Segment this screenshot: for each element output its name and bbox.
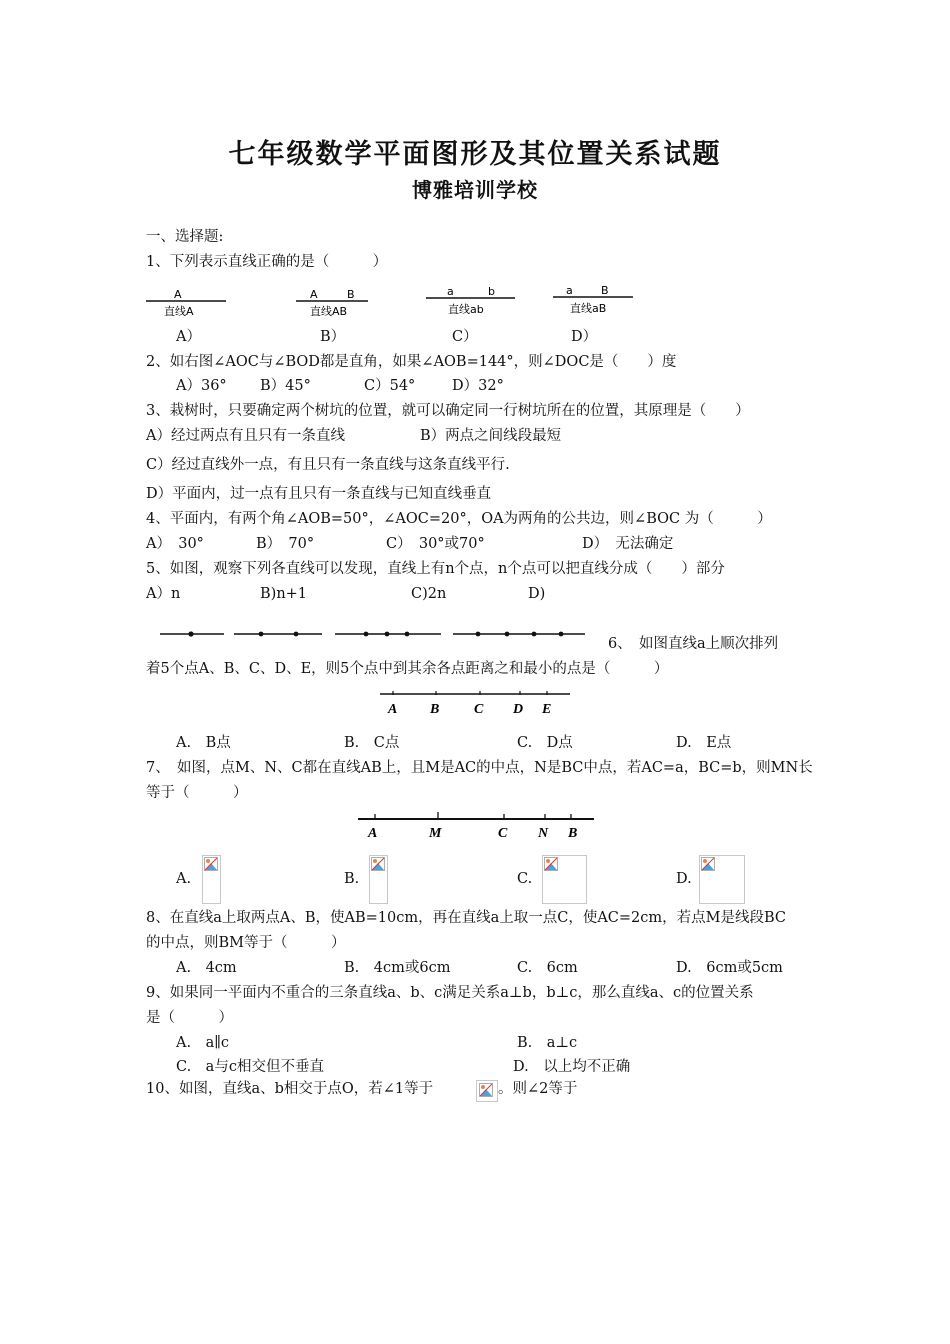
q7-option-c-image-placeholder bbox=[542, 855, 587, 904]
q7-stem-part2: 等于（ ） bbox=[146, 785, 248, 801]
q6-option-d: D. E点 bbox=[676, 735, 732, 751]
q5-option-a: A）n bbox=[146, 586, 181, 602]
q8-option-c: C. 6cm bbox=[517, 960, 578, 976]
q6-option-c: C. D点 bbox=[517, 735, 573, 751]
q1-fig-c-bottom: 直线ab bbox=[448, 303, 484, 316]
q1-fig-b-top-right: B bbox=[347, 288, 355, 301]
q5-option-c: C)2n bbox=[411, 586, 447, 602]
q3-option-b: B）两点之间线段最短 bbox=[420, 428, 562, 444]
q1-fig-d bbox=[553, 284, 633, 315]
q1-stem: 1、下列表示直线正确的是（ ） bbox=[146, 254, 388, 270]
broken-image-icon bbox=[204, 857, 218, 871]
q6-point-b: B bbox=[430, 702, 440, 717]
section-heading: 一、选择题: bbox=[146, 229, 224, 245]
q4-option-b: B） 70° bbox=[256, 536, 315, 552]
q7-point-n: N bbox=[538, 826, 549, 841]
q3-stem: 3、栽树时，只要确定两个树坑的位置，就可以确定同一行树坑所在的位置，其原理是（ ） bbox=[146, 403, 750, 419]
q6-point-c: C bbox=[474, 702, 484, 717]
q7-point-m: M bbox=[429, 826, 442, 841]
q8-option-a: A. 4cm bbox=[176, 960, 237, 976]
q5-option-b: B)n+1 bbox=[260, 586, 308, 602]
q6-point-d: D bbox=[513, 702, 524, 717]
q8-stem-part1: 8、在直线a上取两点A、B，使AB=10cm，再在直线a上取一点C，使AC=2cm，若点M是线段BC bbox=[146, 910, 787, 926]
q1-figures bbox=[146, 284, 646, 320]
q2-option-a: A）36° bbox=[176, 378, 227, 394]
q7-point-a: A bbox=[368, 826, 378, 841]
q1-fig-b-bottom: 直线AB bbox=[310, 305, 348, 318]
q1-option-b: B） bbox=[320, 329, 346, 345]
q7-option-d: D. bbox=[676, 871, 692, 887]
q1-fig-d-top-left: a bbox=[566, 284, 573, 297]
q7-point-c: C bbox=[498, 826, 508, 841]
q5-option-d: D) bbox=[528, 586, 546, 602]
q2-option-b: B）45° bbox=[260, 378, 311, 394]
broken-image-icon bbox=[544, 857, 558, 871]
q4-option-a: A） 30° bbox=[146, 536, 204, 552]
q8-option-b: B. 4cm或6cm bbox=[344, 960, 451, 976]
q9-option-b: B. a⊥c bbox=[517, 1035, 578, 1051]
q1-fig-a-top: A bbox=[174, 288, 182, 301]
page-subtitle: 博雅培训学校 bbox=[412, 178, 538, 202]
q10-stem-part2: 。则∠2等于 bbox=[498, 1081, 578, 1097]
q2-option-c: C）54° bbox=[364, 378, 416, 394]
q7-option-b: B. bbox=[344, 871, 360, 887]
q6-stem-part1: 6、 如图直线a上顺次排列 bbox=[608, 636, 779, 652]
q10-stem-part1: 10、如图，直线a、b相交于点O，若∠1等于 bbox=[146, 1081, 434, 1097]
q1-fig-c-top-right: b bbox=[488, 285, 495, 298]
q1-fig-d-bottom: 直线aB bbox=[570, 302, 607, 315]
q4-option-c: C） 30°或70° bbox=[386, 536, 485, 552]
q8-stem-part2: 的中点，则BM等于（ ） bbox=[146, 935, 346, 951]
q9-option-d: D. 以上均不正确 bbox=[513, 1059, 631, 1075]
q6-stem-part2: 着5个点A、B、C、D、E，则5个点中到其余各点距离之和最小的点是（ ） bbox=[146, 661, 669, 677]
broken-image-icon bbox=[371, 857, 385, 871]
q1-option-a: A） bbox=[176, 329, 201, 345]
q7-option-c: C. bbox=[517, 871, 533, 887]
q1-fig-c bbox=[426, 285, 515, 316]
q5-dotted-lines-figure bbox=[160, 627, 590, 641]
q7-option-b-image-placeholder bbox=[369, 855, 388, 904]
q6-option-b: B. C点 bbox=[344, 735, 400, 751]
q7-option-d-image-placeholder bbox=[699, 855, 745, 904]
q9-option-a: A. a∥c bbox=[176, 1035, 230, 1051]
broken-image-icon bbox=[479, 1083, 493, 1097]
q1-option-c: C） bbox=[452, 329, 478, 345]
q3-option-d: D）平面内，过一点有且只有一条直线与已知直线垂直 bbox=[146, 486, 492, 502]
q9-stem-part1: 9、如果同一平面内不重合的三条直线a、b、c满足关系a⊥b，b⊥c，那么直线a、c的位置关系 bbox=[146, 985, 754, 1001]
q7-option-a: A. bbox=[176, 871, 192, 887]
q6-point-a: A bbox=[388, 702, 398, 717]
q6-line-figure bbox=[380, 688, 574, 718]
q4-stem: 4、平面内，有两个角∠AOB=50°，∠AOC=20°，OA为两角的公共边，则∠BOC 为（ ） bbox=[146, 511, 772, 527]
q1-fig-d-top-right: B bbox=[601, 284, 609, 297]
q7-stem-part1: 7、 如图，点M、N、C都在直线AB上，且M是AC的中点，N是BC中点，若AC=a，BC=b，则MN长 bbox=[146, 760, 813, 776]
q2-stem: 2、如右图∠AOC与∠BOD都是直角，如果∠AOB=144°，则∠DOC是（ ）度 bbox=[146, 354, 677, 370]
q3-option-c: C）经过直线外一点，有且只有一条直线与这条直线平行. bbox=[146, 457, 510, 473]
q1-fig-a-bottom: 直线A bbox=[164, 305, 194, 318]
q7-line-figure bbox=[356, 810, 600, 840]
q3-option-a: A）经过两点有且只有一条直线 bbox=[146, 428, 345, 444]
q2-option-d: D）32° bbox=[452, 378, 504, 394]
q9-stem-part2: 是（ ） bbox=[146, 1010, 233, 1026]
q6-option-a: A. B点 bbox=[176, 735, 231, 751]
q1-fig-a bbox=[146, 288, 226, 318]
q1-fig-b-top-left: A bbox=[310, 288, 318, 301]
q7-option-a-image-placeholder bbox=[202, 855, 221, 904]
q6-point-e: E bbox=[542, 702, 552, 717]
q1-fig-b bbox=[296, 288, 368, 318]
broken-image-icon bbox=[701, 857, 715, 871]
q4-option-d: D） 无法确定 bbox=[582, 536, 674, 552]
q5-stem: 5、如图，观察下列各直线可以发现，直线上有n个点，n个点可以把直线分成（ ）部分 bbox=[146, 561, 725, 577]
q10-angle-value-image-placeholder bbox=[476, 1080, 498, 1102]
page-title: 七年级数学平面图形及其位置关系试题 bbox=[228, 139, 722, 170]
q1-option-d: D） bbox=[571, 329, 598, 345]
q1-fig-c-top-left: a bbox=[447, 285, 454, 298]
q8-option-d: D. 6cm或5cm bbox=[676, 960, 783, 976]
q7-point-b: B bbox=[568, 826, 578, 841]
q9-option-c: C. a与c相交但不垂直 bbox=[176, 1059, 324, 1075]
